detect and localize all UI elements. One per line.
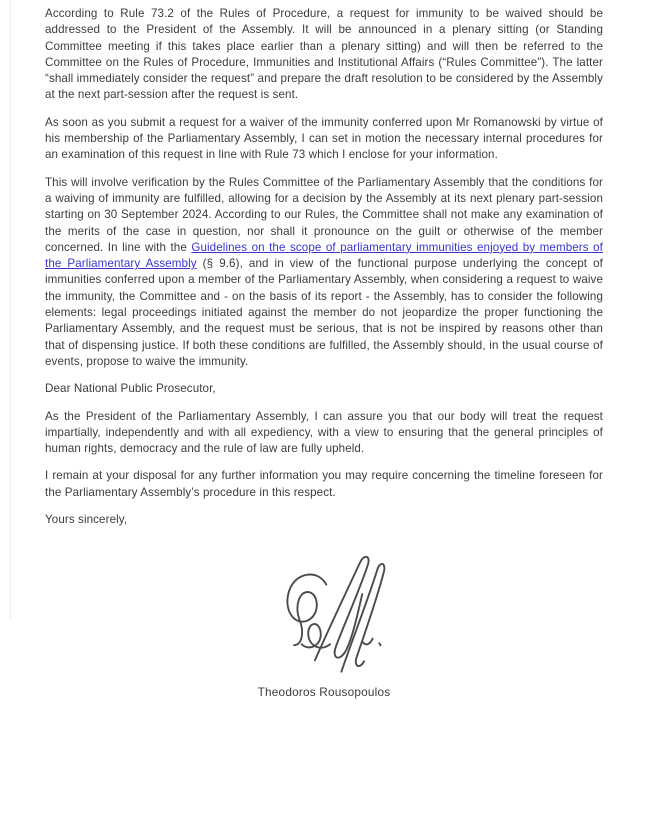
- handwritten-signature-icon: [260, 550, 402, 681]
- paragraph-disposal: I remain at your disposal for any further information you may require concerning the timeline foreseen for the Parliamentary Assembly’s procedure in this respect.: [45, 469, 603, 499]
- paragraph-waiver-request: As soon as you submit a request for a waiver of the immunity conferred upon Mr Romanowski by virtue of his membership of the Parliamentary Assembly, I can set in motion the necessary internal procedures for an examination of this request in line with Rule 73 which I enclose for your information.: [45, 115, 603, 162]
- paragraph-rule-73-2: According to Rule 73.2 of the Rules of Procedure, a request for immunity to be waived should be addressed to the President of the Assembly. It will be announced in a plenary sitting (or Standing Committee meeting if this takes place earlier than a plenary sitting) and will then be referred to the Committee on the Rules of Procedure, Immunities and Institutional Affairs (“Rules Committee”). The latter “shall immediately consider the request” and prepare the draft resolution to be considered by the Assembly at the next part-session after the request is sent.: [45, 7, 603, 102]
- paragraph-assurance: As the President of the Parliamentary Assembly, I can assure you that our body will treat the request impartially, independently and with all expediency, with a view to ensuring that the general principles of human rights, democracy and the rule of law are fully upheld.: [45, 409, 603, 456]
- signatory-name: Theodoros Rousopoulos: [257, 684, 391, 699]
- salutation-line: Dear National Public Prosecutor,: [45, 382, 216, 396]
- guidelines-link[interactable]: Guidelines on the scope of parliamentary immunities enjoyed by members of the Parliamentary Assembly: [45, 240, 603, 271]
- paragraph-verification: [45, 175, 603, 371]
- closing-line: Yours sincerely,: [45, 513, 128, 527]
- paragraph-verification-text-before-link: This will involve verification by the Rules Committee of the Parliamentary Assembly that the conditions for a waiving of immunity are fulfilled, allowing for a decision by the Assembly at its next plenary part-session starting on 30 September 2024. According to our Rules, the Committee shall not make any examination of the merits of the case in question, nor shall it pronounce on the guilt or otherwise of the member concerned. In line with the: [45, 175, 603, 254]
- letter-body: [45, 6, 603, 700]
- page-scan-edge-line: [10, 0, 11, 620]
- signature-block: [45, 550, 603, 700]
- paragraph-verification-text-after-link: (§ 9.6), and in view of the functional purpose underlying the concept of immunities conferred upon a member of the Parliamentary Assembly, when considering a request to waive the immunity, the Committee and - on the basis of its report - the Assembly, has to consider the following elements: legal proceedings initiated against the member do not jeopardize the proper functioning the Parliamentary Assembly, and the request must be serious, that is not be inspired by reasons other than that of dispensing justice. If both these conditions are fulfilled, the Assembly should, in the usual course of events, propose to waive the immunity.: [45, 257, 603, 368]
